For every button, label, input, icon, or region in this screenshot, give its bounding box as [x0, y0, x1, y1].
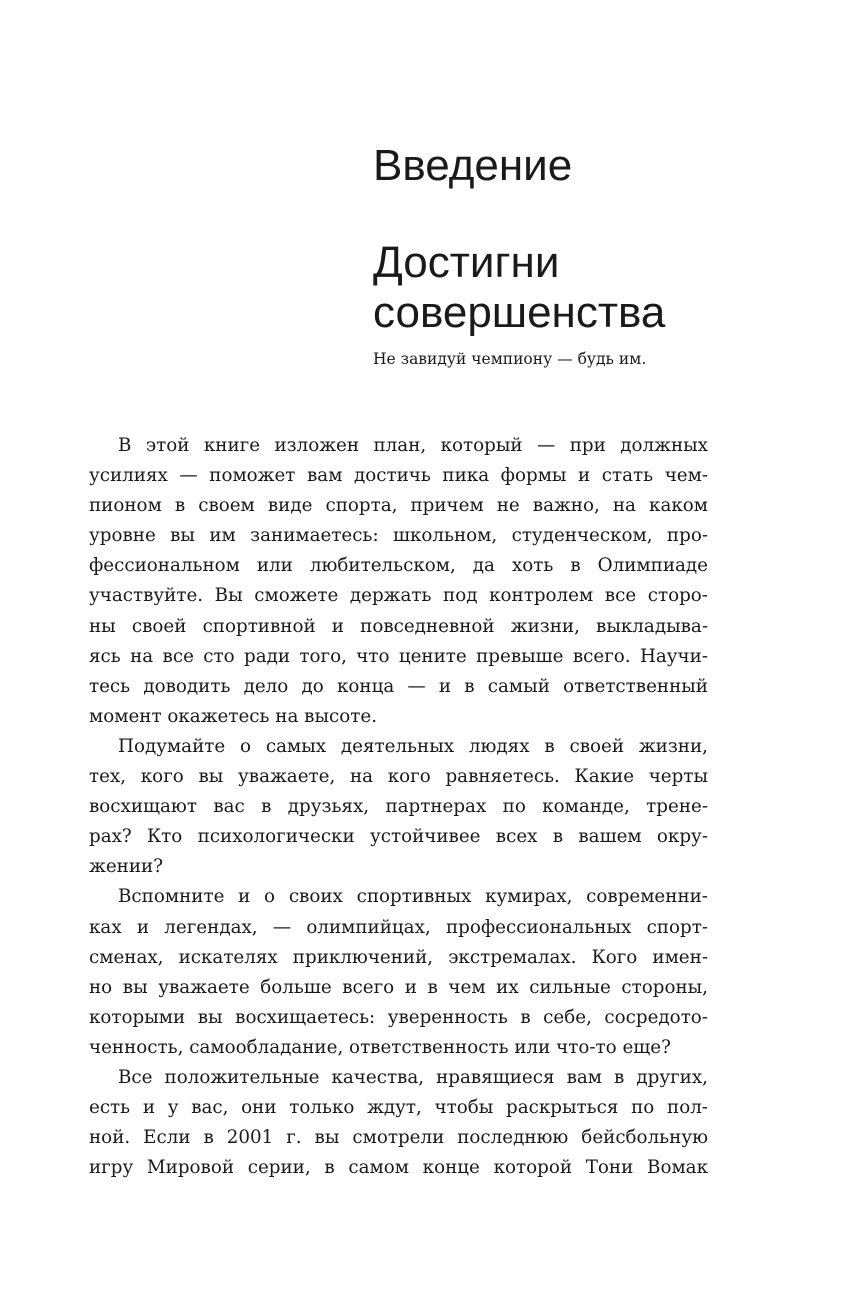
text-line: участвуйте. Вы сможете держать под контролем все сторо-	[89, 585, 708, 607]
text-line: фессиональном или любительском, да хоть в Олимпиаде	[89, 555, 708, 577]
text-line: пионом в своем виде спорта, причем не важно, на каком	[89, 495, 708, 517]
text-line: Подумайте о самых деятельных людях в своей жизни,	[118, 735, 708, 757]
body-text	[89, 431, 708, 1183]
text-line: момент окажетесь на высоте.	[89, 705, 378, 727]
chapter-title-line-2: совершенства	[373, 288, 666, 337]
chapter-title-line-1: Достигни	[373, 238, 560, 287]
text-line: восхищают вас в друзьях, партнерах по команде, трене-	[89, 796, 708, 818]
text-line: сменах, искателях приключений, экстремалах. Кого имен-	[89, 946, 708, 968]
section-label: Введение	[373, 141, 573, 190]
text-line: которыми вы восхищаетесь: уверенность в себе, сосредото-	[89, 1006, 708, 1028]
paragraph	[89, 431, 708, 732]
text-line: Все положительные качества, нравящиеся вам в других,	[118, 1066, 708, 1088]
text-line: есть и у вас, они только ждут, чтобы раскрыться по пол-	[89, 1097, 708, 1119]
text-line: ной. Если в 2001 г. вы смотрели последнюю бейсбольную	[89, 1127, 708, 1149]
text-line: рах? Кто психологически устойчивее всех в вашем окру-	[89, 826, 708, 848]
paragraph	[89, 732, 708, 882]
text-line: тех, кого вы уважаете, на кого равняетесь. Какие черты	[89, 766, 708, 788]
text-line: игру Мировой серии, в самом конце которой Тони Вомак	[89, 1157, 708, 1179]
text-line: Вспомните и о своих спортивных кумирах, современни-	[118, 886, 708, 908]
text-line: уровне вы им занимаетесь: школьном, студенческом, про-	[89, 525, 708, 547]
text-line: ченность, самообладание, ответственность или что-то еще?	[89, 1036, 671, 1058]
text-line: тесь доводить дело до конца — и в самый ответственный	[89, 675, 708, 697]
epigraph: Не завидуй чемпиону — будь им.	[373, 350, 647, 368]
text-line: ясь на все сто ради того, что цените превыше всего. Научи-	[89, 645, 708, 667]
paragraph	[89, 1063, 708, 1183]
chapter-title	[373, 238, 665, 338]
text-line: В этой книге изложен план, который — при должных	[118, 435, 708, 456]
text-line: жении?	[89, 856, 163, 878]
text-line: но вы уважаете больше всего и в чем их сильные стороны,	[89, 976, 708, 998]
text-line: ны своей спортивной и повседневной жизни, выкладыва-	[89, 615, 708, 637]
paragraph	[89, 882, 708, 1063]
text-line: усилиях — поможет вам достичь пика формы и стать чем-	[89, 465, 708, 487]
text-line: ках и легендах, — олимпийцах, профессиональных спорт-	[89, 916, 708, 938]
